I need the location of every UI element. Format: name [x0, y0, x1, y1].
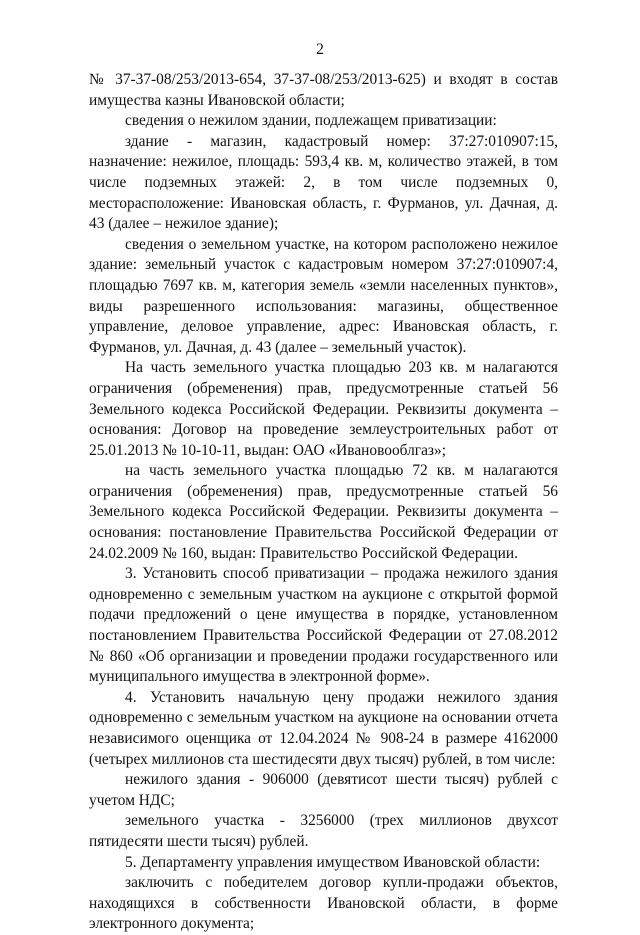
paragraph-encumbrance-72: на часть земельного участка площадью 72 кв. м налагаются ограничения (обременения) прав, предусмотренные статьей 56 Земельного кодекса Российской Федерации. Реквизиты документа – основания: постановление Правительства Российской Федерации от 24.02.2009 № 160, выдан: Правительство Российской Федерации. [89, 462, 558, 562]
paragraph-contract: заключить с победителем договор купли-продажи объектов, находящихся в собственности Ивановской области, в форме электронного документа; [89, 874, 558, 933]
paragraph-building-heading: сведения о нежилом здании, подлежащем приватизации: [125, 112, 497, 130]
paragraph-item-5-department: 5. Департаменту управления имуществом Ивановской области: [125, 853, 541, 871]
paragraph-item-4-initial-price: 4. Установить начальную цену продажи нежилого здания одновременно с земельным участком на аукционе на основании отчета независимого оценщика от 12.04.2024 № 908-24 в размере 4162000 (четырех миллионов ста шестидесяти двух тысяч) рублей, в том числе: [89, 688, 558, 768]
document-body [89, 70, 558, 935]
paragraph-registry-numbers: № 37-37-08/253/2013-654, 37-37-08/253/2013-625) и входят в состав имущества казны Ивановской области; [89, 71, 558, 109]
paragraph-encumbrance-203: На часть земельного участка площадью 203 кв. м налагаются ограничения (обременения) прав, предусмотренные статьей 56 Земельного кодекса Российской Федерации. Реквизиты документа – основания: Договор на проведение землеустроительных работ от 25.01.2013 № 10-10-11, выдан: ОАО «Ивановооблгаз»; [89, 359, 558, 459]
paragraph-land-plot-details: сведения о земельном участке, на котором расположено нежилое здание: земельный участок с кадастровым номером 37:27:010907:4, площадью 7697 кв. м, категория земель «земли населенных пунктов», виды разрешенного использования: магазины, общественное управление, деловое управление, адрес: Ивановская область, г. Фурманов, ул. Дачная, д. 43 (далее – земельный участок). [89, 235, 558, 356]
paragraph-item-3-privatization-method: 3. Установить способ приватизации – продажа нежилого здания одновременно с земельным участком на аукционе с открытой формой подачи предложений о цене имущества в порядке, установленном постановлением Правительства Российской Федерации от 27.08.2012 № 860 «Об организации и проведении продажи государственного или муниципального имущества в электронной форме». [89, 565, 558, 686]
paragraph-building-price: нежилого здания - 906000 (девятисот шести тысяч) рублей с учетом НДС; [89, 771, 558, 809]
paragraph-land-price: земельного участка - 3256000 (трех миллионов двухсот пятидесяти шести тысяч) рублей. [89, 812, 558, 850]
page-number: 2 [316, 41, 324, 58]
paragraph-building-details: здание - магазин, кадастровый номер: 37:27:010907:15, назначение: нежилое, площадь: 593,4 кв. м, количество этажей, в том числе подземных этажей: 2, в том числе подземных 0, месторасположение: Ивановская область, г. Фурманов, ул. Дачная, д. 43 (далее – нежилое здание); [89, 132, 558, 233]
